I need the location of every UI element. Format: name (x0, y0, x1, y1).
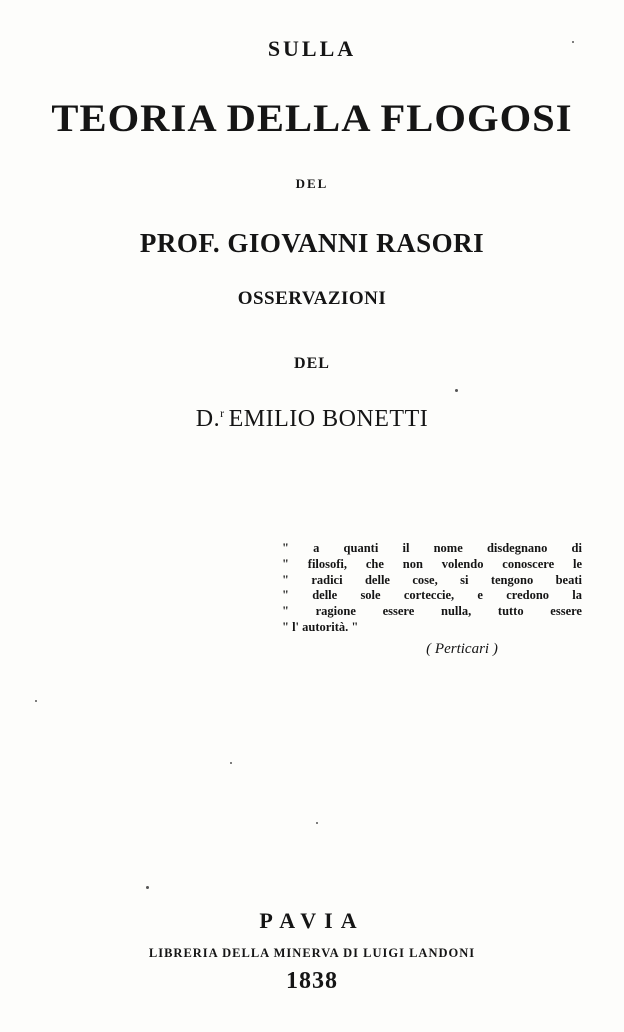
subject-author: PROF. GIOVANNI RASORI (139, 228, 485, 258)
imprint-publisher: LIBRERIA DELLA MINERVA DI LUIGI LANDONI (148, 946, 476, 960)
heading-sulla: SULLA (267, 36, 357, 61)
paper-speck (146, 886, 149, 889)
heading-del-2: DEL (294, 355, 330, 372)
doctor-superscript: r (220, 406, 225, 420)
doctor-prefix: D. (195, 406, 221, 432)
paper-speck (572, 41, 574, 43)
paper-speck (35, 700, 37, 702)
epigraph-quote (282, 541, 582, 636)
epigraph-line: " delle sole corteccie, e credono la (282, 588, 582, 603)
doctor-name: EMILIO BONETTI (228, 406, 429, 432)
epigraph-source: ( Perticari ) (426, 641, 498, 657)
paper-speck (455, 389, 458, 392)
epigraph-line: " a quanti il nome disdegnano di (282, 541, 582, 555)
book-author (0, 406, 624, 433)
epigraph-line: " radici delle cose, si tengono beati (282, 572, 582, 587)
subtitle-osservazioni: OSSERVAZIONI (237, 288, 387, 309)
epigraph-line: " ragione essere nulla, tutto essere (282, 604, 582, 619)
book-title: TEORIA DELLA FLOGOSI (51, 97, 573, 140)
heading-del-1: DEL (295, 176, 329, 191)
paper-speck (230, 762, 232, 764)
imprint-city: PAVIA (259, 908, 365, 933)
epigraph-line: " filosofi, che non volendo conoscere le (282, 556, 582, 571)
imprint-year: 1838 (286, 968, 338, 994)
paper-speck (316, 822, 318, 824)
epigraph-line: " l' autorità. " (282, 619, 359, 634)
